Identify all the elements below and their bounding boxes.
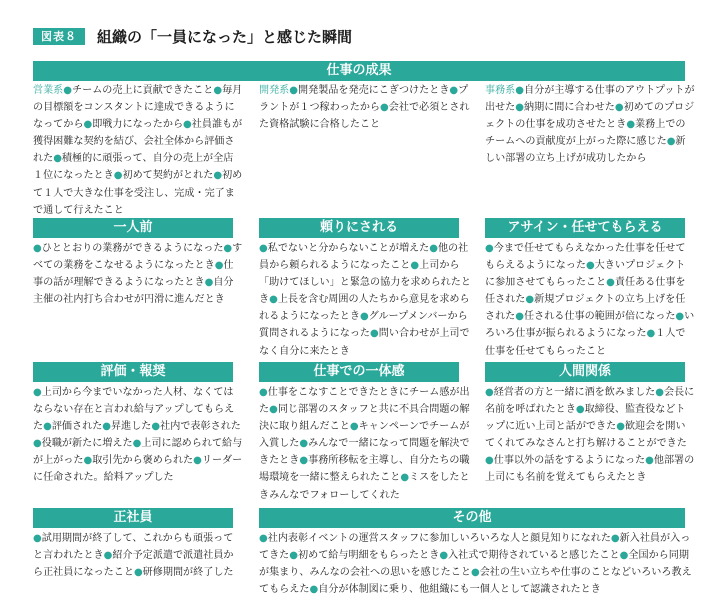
bullet-icon: ● xyxy=(485,455,494,467)
list-item: 仕事の話が理解できるようになったとき xyxy=(33,260,234,289)
list-item: 会社で必須とされた資格試験に合格したこと xyxy=(259,102,470,131)
list-item: 社員誰もが獲得困難な契約を結び、会社全体から評価された xyxy=(33,119,243,165)
category-label: 開発系 xyxy=(259,85,290,96)
list-item: 入社式で期待されていると感じたこと xyxy=(448,550,620,562)
bullet-icon: ● xyxy=(515,85,525,96)
bullet-icon: ● xyxy=(614,102,624,114)
section-sonota-header: その他 xyxy=(259,508,685,528)
bullet-icon: ● xyxy=(666,136,676,148)
bullet-icon: ● xyxy=(213,170,223,182)
bullet-icon: ● xyxy=(485,387,494,398)
bullet-icon: ● xyxy=(183,119,192,131)
bullet-icon: ● xyxy=(269,294,278,306)
list-item: 新規プロジェクトの立ち上げを任された xyxy=(485,294,686,323)
section-seishain-header: 正社員 xyxy=(33,508,233,528)
bullet-icon: ● xyxy=(259,387,268,398)
bullet-icon: ● xyxy=(525,294,535,306)
list-item: 自分が体制図に乗り、他組織にも一個人として認識されたとき xyxy=(318,584,601,596)
list-item: 紹介予定派遣で派遣社員から正社員になったこと xyxy=(33,550,234,579)
section-ittaikan-header: 仕事での一体感 xyxy=(259,362,459,382)
list-item: 業務上でのチームへの貢献度が上がった際に感じた xyxy=(485,119,686,148)
list-item: 評価された xyxy=(51,421,103,433)
bullet-icon: ● xyxy=(204,277,214,289)
bullet-icon: ● xyxy=(63,85,73,96)
category-label: 事務系 xyxy=(485,85,516,96)
list-item: 役職が新たに増えた xyxy=(41,438,133,450)
bullet-icon: ● xyxy=(83,455,93,467)
list-item: 取引先から褒められた xyxy=(92,455,194,467)
figure-header xyxy=(33,25,352,47)
list-item: 納期に間に合わせた xyxy=(524,102,615,114)
list-item: 責任ある仕事を任された xyxy=(485,277,686,306)
bullet-icon: ● xyxy=(485,243,494,254)
bullet-icon: ● xyxy=(33,533,42,544)
bullet-icon: ● xyxy=(151,421,161,433)
bullet-icon: ● xyxy=(359,311,369,323)
bullet-icon: ● xyxy=(645,455,654,467)
list-item: 昇進した xyxy=(111,421,152,433)
bullet-icon: ● xyxy=(133,567,143,579)
list-item: みんなで一緒になって問題を解決できたとき xyxy=(259,438,470,467)
section-ichininmae-header: 一人前 xyxy=(33,218,233,238)
bullet-icon: ● xyxy=(309,584,319,596)
bullet-icon: ● xyxy=(655,387,664,398)
section-hyouka-header: 評価・報奨 xyxy=(33,362,233,382)
bullet-icon: ● xyxy=(289,550,299,562)
list-item: 初めて給与明細をもらったとき xyxy=(298,550,440,562)
bullet-icon: ● xyxy=(102,421,112,433)
seishain-text xyxy=(33,530,243,600)
list-item: 上長を含む周囲の人たちから意見を求められるようになったとき xyxy=(259,294,470,323)
list-item: 今まで任せてもらえなかった仕事を任せてもらえるようになった xyxy=(485,243,686,272)
bullet-icon: ● xyxy=(43,421,52,433)
bullet-icon: ● xyxy=(132,438,142,450)
list-item: 社内で表彰された xyxy=(160,421,241,433)
list-item: ひととおりの業務ができるようになった xyxy=(41,243,224,254)
list-item: 開発製品を発売にこぎつけたとき xyxy=(298,85,450,96)
bullet-icon: ● xyxy=(619,550,629,562)
bullet-icon: ● xyxy=(675,311,685,323)
list-item: 研修期間が終了した xyxy=(142,567,234,579)
sonota-text xyxy=(259,530,697,600)
bullet-icon: ● xyxy=(299,455,309,467)
list-item: 歓迎会を開いてくれてみなさんと打ち解けることができた xyxy=(485,421,687,450)
bullet-icon: ● xyxy=(214,260,224,272)
bullet-icon: ● xyxy=(349,421,359,433)
list-item: 会長に名前を呼ばれたとき xyxy=(485,387,695,416)
list-item: プラントが１つ稼わったから xyxy=(259,85,469,114)
list-item: 同じ部署のスタッフと共に不具合問題の解決に取り組んだこと xyxy=(259,404,470,433)
bullet-icon: ● xyxy=(193,455,202,467)
list-item: 仕事以外の話をするようになった xyxy=(493,455,646,467)
bullet-icon: ● xyxy=(626,119,636,131)
figure-title: 組織の「一員になった」と感じた瞬間 xyxy=(97,27,353,46)
bullet-icon: ● xyxy=(646,328,656,340)
list-item: グループメンバーから質問されるようになった xyxy=(259,311,468,340)
tayori-text xyxy=(259,240,471,357)
bullet-icon: ● xyxy=(439,550,449,562)
list-item: 上司に認められて給与が上がった xyxy=(33,438,243,467)
list-item: チームの売上に貢献できたこと xyxy=(72,85,214,96)
bullet-icon: ● xyxy=(410,260,420,272)
bullet-icon: ● xyxy=(575,404,585,416)
bullet-icon: ● xyxy=(400,472,410,484)
bullet-icon: ● xyxy=(259,533,268,544)
list-item: 毎月の目標額をコンスタントに達成できるようになってから xyxy=(33,85,243,131)
figure-number-badge: 図表８ xyxy=(33,28,85,45)
list-item: 他部署の上司にも名前を覚えてもらえたとき xyxy=(485,455,695,484)
hyouka-text xyxy=(33,384,243,494)
bullet-icon: ● xyxy=(515,311,525,323)
list-item: 仕事をこなすことできたときにチーム感が出た xyxy=(259,387,470,416)
list-item: 即戦力になったから xyxy=(92,119,184,131)
section-results-header: 仕事の成果 xyxy=(33,61,685,81)
list-item: 他の社員から頼られるようになったこと xyxy=(259,243,469,272)
list-item: 積極的に頑張って、自分の売上が全店１位になったとき xyxy=(33,153,234,182)
list-item: 社内表彰イベントの運営スタッフに参加しいろいろな人と顔見知りになれた xyxy=(267,533,611,544)
list-item: 初めてのプロジェクトの仕事を成功させたとき xyxy=(485,102,695,131)
list-item: 自分が主導する仕事のアウトプットが出せた xyxy=(485,85,695,114)
list-item: 初めて１人で大きな仕事を受注し、完成・完了まで通して行えたこと xyxy=(33,170,243,216)
section-ningen-header: 人間関係 xyxy=(485,362,685,382)
bullet-icon: ● xyxy=(370,328,379,340)
list-item: 上司から「助けてほしい」と緊急の協力を求められたとき xyxy=(259,260,471,306)
bullet-icon: ● xyxy=(449,85,459,96)
bullet-icon: ● xyxy=(53,153,62,165)
list-item: キャンペーンでチームが入賞した xyxy=(259,421,470,450)
list-item: 新入社員が入ってきた xyxy=(259,533,691,562)
bullet-icon: ● xyxy=(259,243,268,254)
list-item: 新しい部署の立ち上げが成功したから xyxy=(485,136,686,165)
section-tayori-header: 頼りにされる xyxy=(259,218,459,238)
category-label: 営業系 xyxy=(33,85,64,96)
bullet-icon: ● xyxy=(299,438,309,450)
list-item: 会社の生い立ちや仕事のことなどいろいろ教えてもらえた xyxy=(259,567,692,596)
list-item: 取締役、監査役などトップに近い上司と話ができた xyxy=(485,404,686,433)
results-column-office xyxy=(485,82,695,165)
bullet-icon: ● xyxy=(223,243,233,254)
list-item: リーダーに任命された。給料アップした xyxy=(33,455,243,484)
section-assign-header: アサイン・任せてもらえる xyxy=(485,218,685,238)
bullet-icon: ● xyxy=(83,119,93,131)
bullet-icon: ● xyxy=(610,533,620,544)
results-column-sales xyxy=(33,82,243,216)
bullet-icon: ● xyxy=(103,550,113,562)
list-item: 任される仕事の範囲が倍になった xyxy=(524,311,676,323)
bullet-icon: ● xyxy=(585,260,595,272)
bullet-icon: ● xyxy=(380,102,389,114)
bullet-icon: ● xyxy=(470,567,480,579)
list-item: 事務所移転を主導し、自分たちの職場環境を一緒に整えられたこと xyxy=(259,455,470,484)
list-item: 経営者の方と一緒に酒を飲みました xyxy=(493,387,656,398)
bullet-icon: ● xyxy=(33,438,42,450)
bullet-icon: ● xyxy=(33,243,42,254)
bullet-icon: ● xyxy=(289,85,299,96)
bullet-icon: ● xyxy=(606,277,615,289)
list-item: ミスをしたときみんなでフォローしてくれた xyxy=(259,472,470,501)
list-item: 初めて契約がとれた xyxy=(122,170,214,182)
list-item: 私でないと分からないことが増えた xyxy=(267,243,430,254)
list-item: 全国から同期が集まり、みんなの会社への思いを感じたこと xyxy=(259,550,689,579)
list-item: いろいろ仕事が振られるようになった xyxy=(485,311,695,340)
ningen-text xyxy=(485,384,695,494)
bullet-icon: ● xyxy=(515,102,525,114)
list-item: 試用期間が終了して、これからも頑張ってと言われたとき xyxy=(33,533,234,562)
bullet-icon: ● xyxy=(113,170,123,182)
list-item: 自分主催の社内打ち合わせが円滑に進んだとき xyxy=(33,277,234,306)
bullet-icon: ● xyxy=(33,387,42,398)
list-item: 大きいプロジェクトに参加させてもらったこと xyxy=(485,260,686,289)
ittaikan-text xyxy=(259,384,471,501)
list-item: 上司から今までいなかった人材、なくてはならない存在と言われ給与アップしてもらえた xyxy=(33,387,235,433)
list-item: すべての業務をこなせるようになったとき xyxy=(33,243,243,272)
bullet-icon: ● xyxy=(269,404,278,416)
list-item: １人で仕事を任せてもらったこと xyxy=(485,328,686,357)
bullet-icon: ● xyxy=(616,421,625,433)
bullet-icon: ● xyxy=(429,243,438,254)
assign-text xyxy=(485,240,695,357)
bullet-icon: ● xyxy=(213,85,223,96)
list-item: 問い合わせが上司でなく自分に来たとき xyxy=(259,328,470,357)
results-column-development xyxy=(259,82,471,142)
ichininmae-text xyxy=(33,240,243,320)
